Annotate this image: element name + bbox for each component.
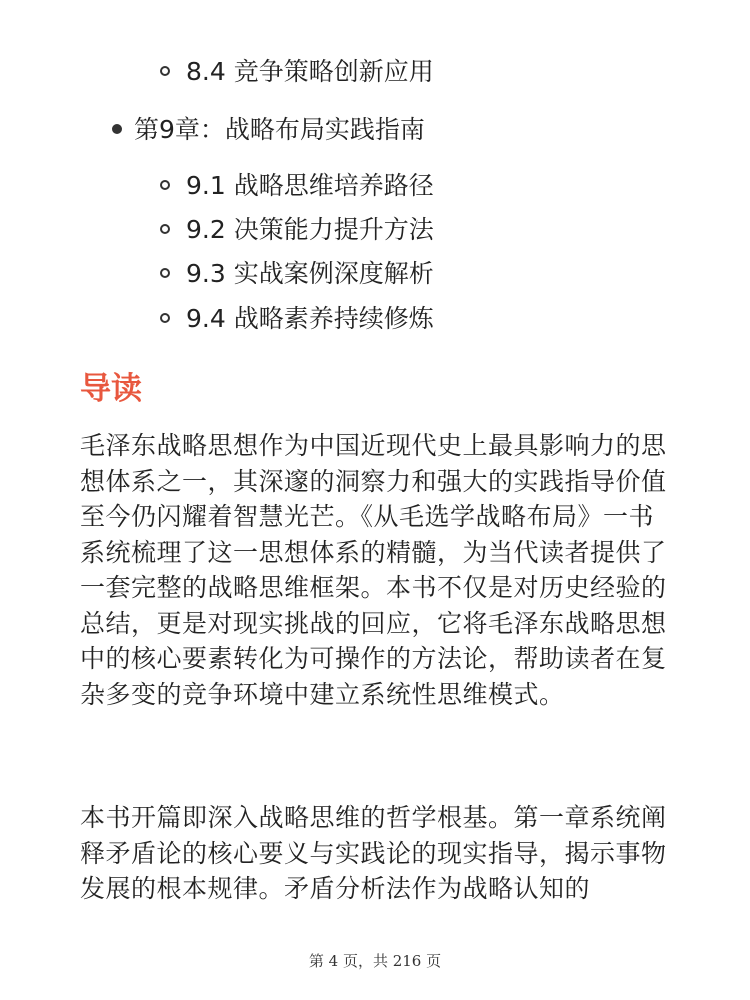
filled-bullet-icon [112, 124, 122, 134]
toc-item-9-3 [160, 253, 434, 293]
toc-item-9-1 [160, 165, 434, 205]
toc-item-label: 8.4 竞争策略创新应用 [186, 56, 434, 86]
toc-item-label: 9.1 战略思维培养路径 [186, 170, 434, 200]
toc-item-8-4 [160, 51, 434, 91]
page-number-footer: 第 4 页，共 216 页 [308, 952, 442, 970]
toc-item-label: 9.3 实战案例深度解析 [186, 258, 434, 288]
hollow-bullet-icon [160, 268, 170, 278]
toc-item-label: 9.2 决策能力提升方法 [186, 214, 434, 244]
toc-item-9-4 [160, 298, 434, 338]
toc-chapter-label: 第9章：战略布局实践指南 [134, 114, 425, 144]
hollow-bullet-icon [160, 66, 170, 76]
intro-paragraph-1: 毛泽东战略思想作为中国近现代史上最具影响力的思想体系之一，其深邃的洞察力和强大的实践指导价值至今仍闪耀着智慧光芒。《从毛选学战略布局》一书系统梳理了这一思想体系的精髓，为当代读者提供了一套完整的战略思维框架。本书不仅是对历史经验的总结，更是对现实挑战的回应，它将毛泽东战略思想中的核心要素转化为可操作的方法论，帮助读者在复杂多变的竞争环境中建立系统性思维模式。 [80, 431, 667, 709]
intro-paragraph-2: 本书开篇即深入战略思维的哲学根基。第一章系统阐释矛盾论的核心要义与实践论的现实指导，揭示事物发展的根本规律。矛盾分析法作为战略认知的 [80, 803, 667, 903]
hollow-bullet-icon [160, 224, 170, 234]
hollow-bullet-icon [160, 180, 170, 190]
toc-chapter-9 [112, 109, 425, 149]
toc-item-label: 9.4 战略素养持续修炼 [186, 303, 434, 333]
section-heading-intro: 导读 [80, 371, 142, 407]
toc-item-9-2 [160, 209, 434, 249]
hollow-bullet-icon [160, 313, 170, 323]
